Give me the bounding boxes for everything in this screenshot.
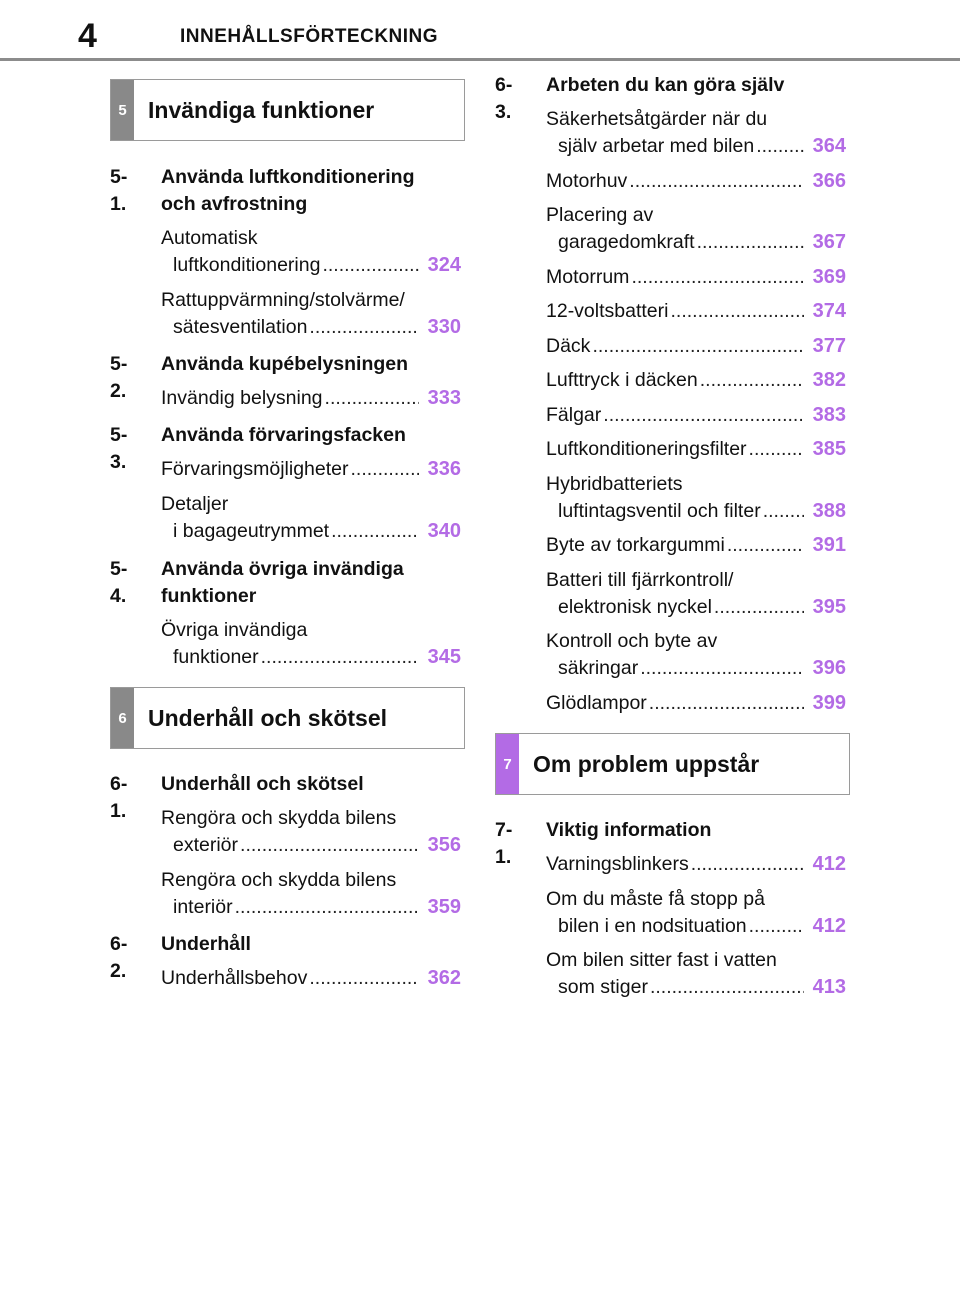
toc-entry[interactable]: [546, 567, 846, 621]
entry-last-line: [161, 894, 461, 921]
entry-text: Säkerhetsåtgärder när du: [546, 108, 768, 130]
entry-text: Detaljer: [161, 492, 229, 515]
entry-last-line: [546, 690, 846, 717]
toc-entry[interactable]: [546, 333, 846, 360]
page-link[interactable]: 382: [812, 369, 846, 391]
page-link[interactable]: 377: [812, 334, 846, 357]
chapter-header-6: [110, 687, 465, 749]
page-link[interactable]: 356: [427, 834, 461, 856]
toc-entry[interactable]: [161, 287, 461, 341]
entry-text: Fälgar: [546, 403, 602, 426]
dot-leader: [697, 229, 804, 256]
toc-entry[interactable]: [546, 202, 846, 256]
toc-entry[interactable]: [546, 532, 846, 559]
section-number: 7-1.: [495, 819, 513, 868]
entry-text: Byte av torkargummi: [546, 534, 725, 556]
entry-last-line: [161, 314, 461, 341]
entry-last-line: [161, 644, 461, 671]
entry-last-line: [546, 594, 846, 621]
page-link[interactable]: 396: [812, 657, 846, 679]
dot-leader: [640, 655, 804, 682]
dot-leader: [309, 314, 419, 341]
entry-last-line: [546, 367, 846, 394]
entry-text: bilen i en nodsituation: [558, 914, 747, 937]
entry-text: Motorrum: [546, 265, 630, 288]
dot-leader: [756, 133, 804, 160]
section-title-line: och avfrostning: [161, 193, 308, 215]
page-link[interactable]: 413: [812, 976, 846, 998]
entry-text: säkringar: [558, 657, 639, 679]
entry-text: själv arbetar med bilen: [558, 135, 755, 157]
entry-last-line: [546, 264, 846, 291]
chapter-title: Om problem uppstår: [533, 751, 760, 777]
section-title: [161, 164, 461, 218]
section-title-line: Underhåll och skötsel: [161, 773, 364, 795]
toc-entry[interactable]: [546, 402, 846, 429]
section-title-line: Underhåll: [161, 933, 251, 955]
entry-last-line: [161, 518, 461, 545]
entry-last-line: [546, 974, 846, 1001]
chapter-header-5: [110, 79, 465, 141]
toc-entry[interactable]: [161, 867, 461, 921]
section-number: 6-3.: [495, 74, 513, 123]
entry-last-line: [546, 532, 846, 559]
dot-leader: [261, 644, 419, 671]
section-number: 6-2.: [110, 933, 128, 982]
entry-text: Rattuppvärmning/stolvärme/: [161, 288, 405, 311]
entry-last-line: [546, 298, 846, 325]
section-title-line: Använda förvaringsfacken: [161, 424, 406, 446]
toc-entry[interactable]: [161, 617, 461, 671]
entry-text: interiör: [173, 895, 233, 918]
dot-leader: [322, 252, 419, 279]
dot-leader: [749, 436, 804, 463]
entry-last-line: [546, 402, 846, 429]
page-link[interactable]: 369: [812, 265, 846, 288]
page-link[interactable]: 366: [812, 169, 846, 192]
entry-text: Hybridbatteriets: [546, 472, 683, 495]
chapter-tab: 5: [111, 80, 134, 140]
entry-text: exteriör: [173, 834, 239, 856]
page-link[interactable]: 374: [812, 300, 846, 322]
section-title: [161, 771, 461, 798]
chapter-title: Underhåll och skötsel: [148, 705, 388, 731]
page-link[interactable]: 359: [427, 895, 461, 918]
dot-leader: [649, 690, 804, 717]
entry-last-line: [161, 832, 461, 859]
entry-text: Varningsblinkers: [546, 853, 689, 875]
section-number: 5-2.: [110, 353, 128, 402]
page-link[interactable]: 391: [812, 534, 846, 556]
entry-text: Rengöra och skydda bilens: [161, 807, 397, 829]
section-number: 5-1.: [110, 166, 128, 215]
toc-entry[interactable]: [546, 436, 846, 463]
section-number: 5-4.: [110, 558, 128, 607]
entry-last-line: [546, 498, 846, 525]
entry-last-line: [546, 436, 846, 463]
section-title-line: funktioner: [161, 585, 257, 607]
toc-entry[interactable]: [546, 851, 846, 878]
page-link[interactable]: 324: [427, 254, 461, 276]
page-link[interactable]: 345: [427, 646, 461, 668]
section-number: 6-1.: [110, 773, 128, 822]
dot-leader: [603, 402, 804, 429]
section-title-line: Använda luftkonditionering: [161, 166, 415, 188]
entry-text: 12-voltsbatteri: [546, 300, 669, 322]
toc-entry[interactable]: [546, 886, 846, 940]
dot-leader: [309, 965, 419, 992]
page-link[interactable]: 364: [812, 135, 846, 157]
page-link[interactable]: 412: [812, 853, 846, 875]
toc-entry[interactable]: [161, 385, 461, 412]
page-header: [0, 0, 960, 64]
page-link[interactable]: 383: [812, 403, 846, 426]
dot-leader: [700, 367, 804, 394]
page-link[interactable]: 395: [812, 595, 846, 618]
toc-entry[interactable]: [161, 965, 461, 992]
dot-leader: [629, 168, 804, 195]
section-title-line: Använda kupébelysningen: [161, 353, 409, 375]
dot-leader: [235, 894, 419, 921]
toc-entry[interactable]: [546, 264, 846, 291]
dot-leader: [691, 851, 804, 878]
dot-leader: [631, 264, 804, 291]
entry-text: i bagageutrymmet: [173, 519, 330, 542]
toc-entry[interactable]: [546, 628, 846, 682]
entry-text: Batteri till fjärrkontroll/: [546, 568, 734, 591]
toc-entry[interactable]: [161, 491, 461, 545]
entry-last-line: [546, 133, 846, 160]
section-title: [161, 556, 461, 610]
entry-text: funktioner: [173, 646, 259, 668]
entry-last-line: [161, 252, 461, 279]
entry-text: Placering av: [546, 204, 654, 226]
entry-last-line: [546, 333, 846, 360]
dot-leader: [331, 518, 419, 545]
entry-text: Underhållsbehov: [161, 967, 308, 989]
entry-last-line: [161, 965, 461, 992]
entry-text: Motorhuv: [546, 169, 628, 192]
dot-leader: [240, 832, 419, 859]
entry-text: Rengöra och skydda bilens: [161, 868, 397, 891]
toc-entry[interactable]: [546, 168, 846, 195]
dot-leader: [670, 298, 804, 325]
chapter-tab: 6: [111, 688, 134, 748]
entry-text: Om bilen sitter fast i vatten: [546, 949, 777, 971]
entry-text: Glödlampor: [546, 691, 647, 714]
entry-text: Kontroll och byte av: [546, 630, 718, 652]
entry-text: som stiger: [558, 976, 648, 998]
page-link[interactable]: 388: [812, 499, 846, 522]
toc-entry[interactable]: [161, 225, 461, 279]
dot-leader: [592, 333, 804, 360]
section-title: [161, 931, 461, 958]
toc-entry[interactable]: [546, 298, 846, 325]
entry-text: Däck: [546, 334, 591, 357]
entry-last-line: [161, 456, 461, 483]
entry-last-line: [546, 913, 846, 940]
dot-leader: [727, 532, 804, 559]
entry-text: Förvaringsmöjligheter: [161, 458, 349, 480]
section-title: [546, 72, 846, 99]
page-number: 4: [78, 17, 97, 55]
entry-text: Invändig belysning: [161, 387, 323, 409]
toc-entry[interactable]: [546, 471, 846, 525]
entry-text: Lufttryck i däcken: [546, 369, 698, 391]
chapter-header-7: [495, 733, 850, 795]
entry-last-line: [546, 655, 846, 682]
dot-leader: [763, 498, 804, 525]
page-link[interactable]: 399: [812, 691, 846, 714]
dot-leader: [351, 456, 420, 483]
section-title-line: Använda övriga invändiga: [161, 558, 404, 580]
entry-text: garagedomkraft: [558, 231, 695, 253]
section-title: [546, 817, 846, 844]
entry-last-line: [161, 385, 461, 412]
entry-last-line: [546, 229, 846, 256]
section-title: [161, 351, 461, 378]
section-title: [161, 422, 461, 449]
dot-leader: [650, 974, 804, 1001]
header-divider: [0, 58, 960, 61]
toc-entry[interactable]: [546, 367, 846, 394]
chapter-tab: 7: [496, 734, 519, 794]
entry-text: Om du måste få stopp på: [546, 887, 765, 910]
entry-text: sätesventilation: [173, 315, 308, 338]
entry-text: Övriga invändiga: [161, 619, 308, 641]
section-title-line: Arbeten du kan göra själv: [546, 74, 785, 96]
section-number: 5-3.: [110, 424, 128, 473]
chapter-title: Invändiga funktioner: [148, 97, 375, 123]
page-link[interactable]: 340: [427, 519, 461, 542]
entry-text: luftkonditionering: [173, 254, 321, 276]
section-title-line: Viktig information: [546, 819, 712, 841]
toc-entry[interactable]: [161, 805, 461, 859]
page-link[interactable]: 385: [812, 438, 846, 460]
entry-text: Automatisk: [161, 227, 258, 249]
entry-text: elektronisk nyckel: [558, 595, 712, 618]
page-link[interactable]: 367: [812, 231, 846, 253]
toc-entry[interactable]: [161, 456, 461, 483]
toc-entry[interactable]: [546, 947, 846, 1001]
page-link[interactable]: 362: [427, 967, 461, 989]
entry-text: luftintagsventil och filter: [558, 499, 761, 522]
dot-leader: [325, 385, 419, 412]
toc-entry[interactable]: [546, 106, 846, 160]
entry-last-line: [546, 851, 846, 878]
page-link[interactable]: 330: [427, 315, 461, 338]
page-link[interactable]: 333: [427, 387, 461, 409]
toc-entry[interactable]: [546, 690, 846, 717]
page-link[interactable]: 412: [812, 914, 846, 937]
entry-last-line: [546, 168, 846, 195]
header-title: INNEHÅLLSFÖRTECKNING: [180, 26, 439, 47]
entry-text: Luftkonditioneringsfilter: [546, 438, 747, 460]
dot-leader: [714, 594, 804, 621]
page-link[interactable]: 336: [427, 458, 461, 480]
dot-leader: [749, 913, 804, 940]
